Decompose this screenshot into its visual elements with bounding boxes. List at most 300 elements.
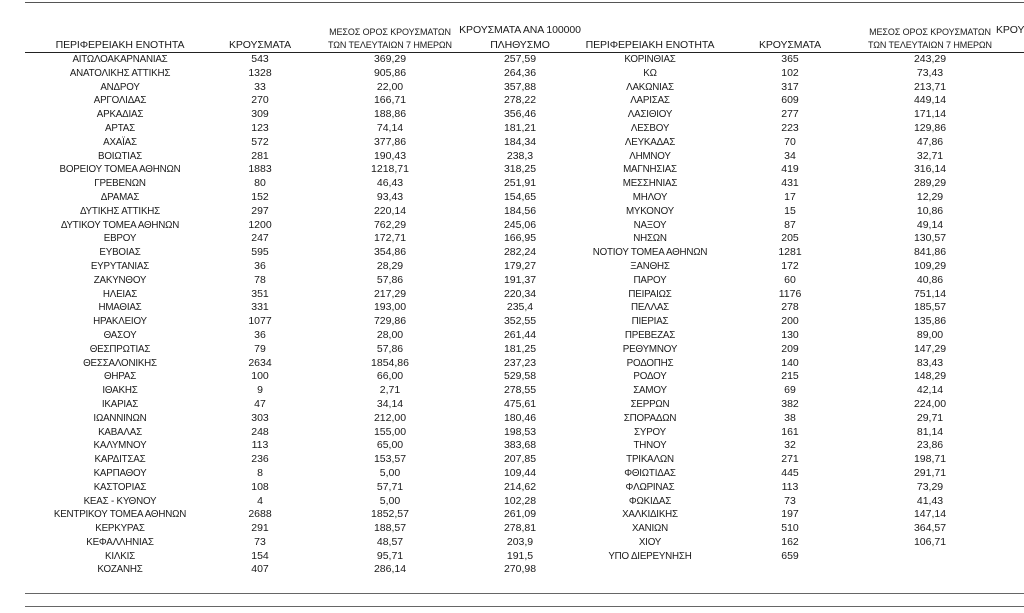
cell-region: ΛΑΚΩΝΙΑΣ — [626, 81, 674, 93]
cell-region: ΣΕΡΡΩΝ — [630, 398, 670, 410]
top-border — [25, 2, 1024, 3]
cell-cases: 236 — [251, 453, 269, 466]
cell-cases: 271 — [781, 453, 799, 466]
cell-avg7: 65,00 — [376, 439, 404, 452]
cell-region: ΡΟΔΟΠΗΣ — [626, 357, 674, 369]
cell-region: ΘΑΣΟΥ — [103, 329, 137, 341]
cell-region: ΤΡΙΚΑΛΩΝ — [626, 454, 674, 466]
cell-cases: 1200 — [248, 218, 272, 231]
table-row — [0, 508, 1024, 522]
cell-cases: 17 — [784, 190, 796, 203]
cell-cases: 659 — [781, 549, 799, 562]
cell-avg7: 1854,86 — [371, 356, 409, 369]
header-region-right: ΠΕΡΙΦΕΡΕΙΑΚΗ ΕΝΟΤΗΤΑ — [585, 39, 715, 51]
cell-region: ΜΥΚΟΝΟΥ — [625, 205, 675, 217]
cell-cases: 197 — [781, 508, 799, 521]
cell-region: ΣΥΡΟΥ — [634, 426, 666, 438]
cell-avg7: 171,14 — [913, 108, 947, 121]
cell-avg7: 5,00 — [379, 494, 401, 507]
cell-region: ΑΙΤΩΛΟΑΚΑΡΝΑΝΙΑΣ — [72, 54, 168, 65]
cell-region: ΑΡΓΟΛΙΔΑΣ — [93, 95, 147, 107]
cell-region: ΚΑΣΤΟΡΙΑΣ — [93, 481, 147, 493]
header-per100k-line1: ΚΡΟΥΣΜΑΤΑ ΑΝΑ 100000 — [459, 24, 581, 36]
cell-per100k: 357,88 — [503, 80, 537, 93]
cell-avg7: 762,29 — [373, 218, 407, 231]
cell-per100k: 207,85 — [503, 453, 537, 466]
cell-region: ΛΑΡΙΣΑΣ — [630, 95, 670, 107]
cell-region: ΜΕΣΣΗΝΙΑΣ — [622, 178, 678, 190]
cell-region: ΦΛΩΡΙΝΑΣ — [625, 481, 675, 493]
cell-region: ΙΘΑΚΗΣ — [102, 385, 138, 397]
cell-cases: 382 — [781, 397, 799, 410]
cell-cases: 32 — [784, 439, 796, 452]
cell-avg7: 905,86 — [373, 66, 407, 79]
bottom-border-secondary — [25, 606, 1024, 607]
cell-cases: 223 — [781, 121, 799, 134]
table-row — [0, 536, 1024, 550]
cell-avg7: 369,29 — [373, 53, 407, 65]
cell-region: ΠΡΕΒΕΖΑΣ — [624, 329, 676, 341]
cell-avg7: 135,86 — [913, 315, 947, 328]
cell-cases: 152 — [251, 190, 269, 203]
cell-avg7: 153,57 — [373, 453, 407, 466]
cell-avg7: 155,00 — [373, 425, 407, 438]
cell-per100k: 235,4 — [506, 301, 534, 314]
table-row — [0, 150, 1024, 164]
cell-cases: 1176 — [778, 287, 802, 300]
cell-cases: 80 — [254, 177, 266, 190]
cell-avg7: 213,71 — [913, 80, 947, 93]
cell-avg7: 172,71 — [373, 232, 407, 245]
cell-cases: 247 — [251, 232, 269, 245]
cell-region: ΦΘΙΩΤΙΔΑΣ — [624, 467, 676, 479]
cell-per100k: 166,95 — [503, 232, 537, 245]
cell-avg7: 316,14 — [913, 163, 947, 176]
cell-per100k: 245,06 — [503, 218, 537, 231]
cell-avg7: 224,00 — [913, 397, 947, 410]
cell-region: ΝΗΣΩΝ — [633, 233, 667, 245]
cell-avg7: 48,57 — [376, 535, 404, 548]
cell-cases: 331 — [251, 301, 269, 314]
right-table-body — [0, 53, 1024, 563]
cell-per100k: 282,24 — [503, 246, 537, 259]
cell-per100k: 356,46 — [503, 108, 537, 121]
cell-region: ΝΑΞΟΥ — [633, 219, 667, 231]
cell-cases: 87 — [784, 218, 796, 231]
cell-cases: 108 — [251, 480, 269, 493]
cell-region: ΣΑΜΟΥ — [633, 385, 667, 397]
cell-cases: 130 — [781, 328, 799, 341]
cell-avg7: 23,86 — [916, 439, 944, 452]
cell-region: ΡΕΘΥΜΝΟΥ — [622, 343, 678, 355]
cell-region: ΠΕΙΡΑΙΩΣ — [628, 288, 672, 300]
cell-avg7: 729,86 — [373, 315, 407, 328]
cell-per100k: 154,65 — [503, 190, 537, 203]
cell-per100k: 238,3 — [506, 149, 534, 162]
cell-region: ΚΑΡΔΙΤΣΑΣ — [94, 454, 146, 466]
cell-per100k: 214,62 — [503, 480, 537, 493]
cell-region: ΡΟΔΟΥ — [633, 371, 667, 383]
cell-avg7: 93,43 — [376, 190, 404, 203]
cell-region: ΕΒΡΟΥ — [103, 233, 137, 245]
cell-cases: 2634 — [248, 356, 272, 369]
cell-region: ΗΛΕΙΑΣ — [102, 288, 138, 300]
cell-cases: 205 — [781, 232, 799, 245]
cell-avg7: 22,00 — [376, 80, 404, 93]
cell-per100k: 198,53 — [503, 425, 537, 438]
table-row — [0, 370, 1024, 384]
cell-region: ΗΡΑΚΛΕΙΟΥ — [93, 316, 147, 328]
header-avg7-left-line2: ΤΩΝ ΤΕΛΕΥΤΑΙΩΝ 7 ΗΜΕΡΩΝ — [328, 40, 452, 50]
cell-region: ΔΡΑΜΑΣ — [100, 191, 140, 203]
table-row — [0, 563, 600, 577]
cell-cases: 140 — [781, 356, 799, 369]
cell-cases: 113 — [251, 439, 269, 452]
header-avg7-right-line2: ΤΩΝ ΤΕΛΕΥΤΑΙΩΝ 7 ΗΜΕΡΩΝ — [868, 40, 992, 50]
cell-avg7: 57,86 — [376, 273, 404, 286]
cell-cases: 351 — [251, 287, 269, 300]
table-row — [0, 398, 1024, 412]
table-row — [0, 260, 1024, 274]
cell-cases: 270 — [251, 94, 269, 107]
table-row — [0, 288, 1024, 302]
cell-avg7: 212,00 — [373, 411, 407, 424]
table-row — [0, 412, 1024, 426]
cell-per100k: 184,34 — [503, 135, 537, 148]
table-row — [0, 439, 1024, 453]
cell-cases: 543 — [251, 53, 269, 65]
cell-per100k: 251,91 — [503, 177, 537, 190]
cell-region: ΚΕΑΣ - ΚΥΘΝΟΥ — [83, 495, 157, 507]
cell-cases: 161 — [781, 425, 799, 438]
cell-avg7: 289,29 — [913, 177, 947, 190]
cell-cases: 595 — [251, 246, 269, 259]
cell-cases: 278 — [781, 301, 799, 314]
cell-cases: 215 — [781, 370, 799, 383]
cell-cases: 154 — [251, 549, 269, 562]
cell-avg7: 106,71 — [913, 535, 947, 548]
cell-per100k: 181,25 — [503, 342, 537, 355]
cell-cases: 200 — [781, 315, 799, 328]
table-row — [0, 481, 1024, 495]
cell-avg7: 2,71 — [379, 384, 401, 397]
cell-per100k: 270,98 — [503, 563, 537, 576]
cell-cases: 9 — [257, 384, 263, 397]
cell-avg7: 291,71 — [913, 466, 947, 479]
cell-cases: 36 — [254, 328, 266, 341]
bottom-border — [25, 593, 1024, 594]
cell-per100k: 237,23 — [503, 356, 537, 369]
cell-per100k: 278,22 — [503, 94, 537, 107]
cell-cases: 303 — [251, 411, 269, 424]
cell-region: ΔΥΤΙΚΗΣ ΑΤΤΙΚΗΣ — [79, 205, 161, 217]
cell-region: ΙΩΑΝΝΙΝΩΝ — [93, 412, 147, 424]
cell-region: ΚΑΛΥΜΝΟΥ — [93, 440, 147, 452]
cell-per100k: 109,44 — [503, 466, 537, 479]
cell-cases: 162 — [781, 535, 799, 548]
cell-region: ΧΙΟΥ — [638, 536, 662, 548]
cell-cases: 73 — [784, 494, 796, 507]
cell-avg7: 364,57 — [913, 522, 947, 535]
cell-cases: 431 — [781, 177, 799, 190]
cell-avg7: 95,71 — [376, 549, 404, 562]
cell-region: ΚΕΝΤΡΙΚΟΥ ΤΟΜΕΑ ΑΘΗΝΩΝ — [53, 509, 187, 521]
cell-avg7: 109,29 — [913, 259, 947, 272]
cell-region: ΚΕΦΑΛΛΗΝΙΑΣ — [86, 536, 154, 548]
table-row — [0, 53, 1024, 67]
cell-avg7: 28,00 — [376, 328, 404, 341]
cell-avg7: 286,14 — [373, 563, 407, 576]
table-row — [0, 136, 1024, 150]
table-row — [0, 94, 1024, 108]
cell-cases: 69 — [784, 384, 796, 397]
cell-region: ΛΕΣΒΟΥ — [630, 122, 670, 134]
cell-avg7: 66,00 — [376, 370, 404, 383]
cell-per100k: 203,9 — [506, 535, 534, 548]
header-region-left: ΠΕΡΙΦΕΡΕΙΑΚΗ ΕΝΟΤΗΤΑ — [55, 39, 185, 51]
header-per100k-right-truncated: ΚΡΟΥ — [996, 24, 1024, 36]
cell-avg7: 81,14 — [916, 425, 944, 438]
table-row — [0, 315, 1024, 329]
cell-per100k: 529,58 — [503, 370, 537, 383]
cell-region: ΠΕΛΛΑΣ — [630, 302, 670, 314]
cell-cases: 297 — [251, 204, 269, 217]
cell-region: ΛΑΣΙΘΙΟΥ — [627, 109, 673, 121]
cell-cases: 407 — [251, 563, 269, 576]
cell-region: ΙΚΑΡΙΑΣ — [101, 398, 139, 410]
cell-per100k: 257,59 — [503, 53, 537, 65]
cell-region: ΜΑΓΝΗΣΙΑΣ — [623, 164, 677, 176]
cell-cases: 510 — [781, 522, 799, 535]
cell-region: ΕΥΡΥΤΑΝΙΑΣ — [90, 260, 150, 272]
cell-per100k: 264,36 — [503, 66, 537, 79]
table-row — [0, 522, 1024, 536]
cell-avg7: 46,43 — [376, 177, 404, 190]
cell-region: ΚΟΖΑΝΗΣ — [97, 564, 143, 576]
cell-cases: 309 — [251, 108, 269, 121]
cell-avg7: 188,57 — [373, 522, 407, 535]
cell-region: ΘΗΡΑΣ — [103, 371, 137, 383]
cell-per100k: 180,46 — [503, 411, 537, 424]
table-row — [0, 232, 1024, 246]
cell-avg7: 751,14 — [913, 287, 947, 300]
cell-per100k: 102,28 — [503, 494, 537, 507]
cell-cases: 2688 — [248, 508, 272, 521]
cell-cases: 34 — [784, 149, 796, 162]
cell-avg7: 57,71 — [376, 480, 404, 493]
table-row — [0, 67, 1024, 81]
cell-cases: 8 — [257, 466, 263, 479]
cell-region: ΛΕΥΚΑΔΑΣ — [624, 136, 676, 148]
cell-region: ΔΥΤΙΚΟΥ ΤΟΜΕΑ ΑΘΗΝΩΝ — [60, 219, 180, 231]
cell-cases: 1328 — [248, 66, 272, 79]
cell-region: ΦΩΚΙΔΑΣ — [628, 495, 672, 507]
cell-cases: 609 — [781, 94, 799, 107]
cell-avg7: 841,86 — [913, 246, 947, 259]
header-per100k-line2: ΠΛΗΘΥΣΜΟ — [490, 39, 550, 51]
cell-cases: 73 — [254, 535, 266, 548]
table-row — [0, 467, 1024, 481]
cell-cases: 113 — [781, 480, 799, 493]
cell-cases: 365 — [781, 53, 799, 65]
cell-region: ΑΧΑΪΑΣ — [103, 136, 137, 148]
cell-region: ΧΑΛΚΙΔΙΚΗΣ — [622, 509, 678, 521]
cell-avg7: 1852,57 — [371, 508, 409, 521]
header-avg7-left-line1: ΜΕΣΟΣ ΟΡΟΣ ΚΡΟΥΣΜΑΤΩΝ — [329, 27, 451, 37]
cell-region: ΒΟΡΕΙΟΥ ΤΟΜΕΑ ΑΘΗΝΩΝ — [59, 164, 181, 176]
cell-cases: 36 — [254, 259, 266, 272]
cell-cases: 79 — [254, 342, 266, 355]
cell-cases: 248 — [251, 425, 269, 438]
cell-cases: 281 — [251, 149, 269, 162]
table-row — [0, 122, 1024, 136]
cell-cases: 60 — [784, 273, 796, 286]
cell-avg7: 89,00 — [916, 328, 944, 341]
cell-region: ΓΡΕΒΕΝΩΝ — [94, 178, 146, 190]
cell-avg7: 354,86 — [373, 246, 407, 259]
table-row — [0, 219, 1024, 233]
cell-avg7: 198,71 — [913, 453, 947, 466]
cell-per100k: 191,5 — [506, 549, 534, 562]
cell-avg7: 147,14 — [913, 508, 947, 521]
cell-avg7: 1218,71 — [371, 163, 409, 176]
cell-per100k: 191,37 — [503, 273, 537, 286]
table-row — [0, 357, 1024, 371]
cell-avg7: 190,43 — [373, 149, 407, 162]
cell-avg7: 217,29 — [373, 287, 407, 300]
cell-avg7: 130,57 — [913, 232, 947, 245]
cell-cases: 445 — [781, 466, 799, 479]
cell-per100k: 383,68 — [503, 439, 537, 452]
cell-avg7: 40,86 — [916, 273, 944, 286]
cell-region: ΤΗΝΟΥ — [633, 440, 667, 452]
cell-avg7: 32,71 — [916, 149, 944, 162]
cell-avg7: 185,57 — [913, 301, 947, 314]
table-row — [0, 274, 1024, 288]
cell-region: ΚΟΡΙΝΘΙΑΣ — [624, 54, 676, 65]
cell-region: ΚΕΡΚΥΡΑΣ — [95, 523, 145, 535]
table-row — [0, 108, 1024, 122]
cell-region: ΝΟΤΙΟΥ ΤΟΜΕΑ ΑΘΗΝΩΝ — [592, 247, 708, 259]
cell-region: ΖΑΚΥΝΘΟΥ — [93, 274, 147, 286]
cell-avg7: 41,43 — [916, 494, 944, 507]
cell-cases: 102 — [781, 66, 799, 79]
cell-region: ΠΑΡΟΥ — [633, 274, 667, 286]
cell-region: ΥΠΟ ΔΙΕΡΕΥΝΗΣΗ — [608, 550, 692, 562]
cell-avg7: 166,71 — [373, 94, 407, 107]
cell-avg7: 42,14 — [916, 384, 944, 397]
cell-avg7: 57,86 — [376, 342, 404, 355]
cell-avg7: 10,86 — [916, 204, 944, 217]
cell-region: ΚΑΒΑΛΑΣ — [98, 426, 142, 438]
cell-per100k: 184,56 — [503, 204, 537, 217]
cell-cases: 1281 — [778, 246, 802, 259]
cell-region: ΘΕΣΣΑΛΟΝΙΚΗΣ — [83, 357, 157, 369]
cell-cases: 572 — [251, 135, 269, 148]
header-cases-right: ΚΡΟΥΣΜΑΤΑ — [758, 39, 822, 51]
cell-avg7: 377,86 — [373, 135, 407, 148]
cell-cases: 100 — [251, 370, 269, 383]
cell-avg7: 129,86 — [913, 121, 947, 134]
cell-cases: 419 — [781, 163, 799, 176]
cell-cases: 317 — [781, 80, 799, 93]
table-row — [0, 177, 1024, 191]
table-row — [0, 246, 1024, 260]
cell-per100k: 179,27 — [503, 259, 537, 272]
cell-region: ΜΗΛΟΥ — [632, 191, 668, 203]
cell-per100k: 261,09 — [503, 508, 537, 521]
table-row — [0, 301, 1024, 315]
cell-region: ΠΙΕΡΙΑΣ — [631, 316, 669, 328]
cell-cases: 38 — [784, 411, 796, 424]
cell-per100k: 220,34 — [503, 287, 537, 300]
cell-region: ΗΜΑΘΙΑΣ — [98, 302, 142, 314]
cell-per100k: 278,81 — [503, 522, 537, 535]
cell-region: ΚΩ — [643, 67, 657, 79]
cell-region: ΣΠΟΡΑΔΩΝ — [623, 412, 677, 424]
cell-avg7: 74,14 — [376, 121, 404, 134]
cell-per100k: 261,44 — [503, 328, 537, 341]
table-row — [0, 453, 1024, 467]
table-row — [0, 163, 1024, 177]
cell-avg7: 28,29 — [376, 259, 404, 272]
cell-avg7: 5,00 — [379, 466, 401, 479]
cell-region: ΕΥΒΟΙΑΣ — [99, 247, 141, 259]
cell-avg7: 147,29 — [913, 342, 947, 355]
cell-region: ΑΡΤΑΣ — [105, 122, 135, 134]
cell-region: ΛΗΜΝΟΥ — [629, 150, 671, 162]
cell-avg7: 73,29 — [916, 480, 944, 493]
cell-avg7: 243,29 — [913, 53, 947, 65]
cell-cases: 47 — [254, 397, 266, 410]
cell-cases: 78 — [254, 273, 266, 286]
cell-avg7: 148,29 — [913, 370, 947, 383]
cell-avg7: 73,43 — [916, 66, 944, 79]
cell-per100k: 181,21 — [503, 121, 537, 134]
cell-avg7: 29,71 — [916, 411, 944, 424]
cell-region: ΞΑΝΘΗΣ — [630, 260, 670, 272]
cell-cases: 15 — [784, 204, 796, 217]
cell-region: ΧΑΝΙΩΝ — [631, 523, 669, 535]
table-row — [0, 343, 1024, 357]
table-row — [0, 384, 1024, 398]
cell-region: ΒΟΙΩΤΙΑΣ — [98, 150, 142, 162]
cell-avg7: 47,86 — [916, 135, 944, 148]
table-row — [0, 191, 1024, 205]
cell-avg7: 449,14 — [913, 94, 947, 107]
cell-avg7: 34,14 — [376, 397, 404, 410]
cell-region: ΚΑΡΠΑΘΟΥ — [93, 467, 147, 479]
cell-region: ΚΙΛΚΙΣ — [105, 550, 135, 562]
cell-avg7: 83,43 — [916, 356, 944, 369]
cell-cases: 4 — [257, 494, 263, 507]
table-row — [0, 495, 1024, 509]
cell-avg7: 193,00 — [373, 301, 407, 314]
cell-cases: 33 — [254, 80, 266, 93]
table-row — [0, 550, 1024, 564]
cell-cases: 209 — [781, 342, 799, 355]
cell-per100k: 352,55 — [503, 315, 537, 328]
cell-per100k: 278,55 — [503, 384, 537, 397]
cell-avg7: 12,29 — [916, 190, 944, 203]
cell-cases: 70 — [784, 135, 796, 148]
header-avg7-right-line1: ΜΕΣΟΣ ΟΡΟΣ ΚΡΟΥΣΜΑΤΩΝ — [869, 27, 991, 37]
cell-avg7: 188,86 — [373, 108, 407, 121]
table-row — [0, 426, 1024, 440]
table-row — [0, 329, 1024, 343]
cell-cases: 277 — [781, 108, 799, 121]
cell-cases: 123 — [251, 121, 269, 134]
